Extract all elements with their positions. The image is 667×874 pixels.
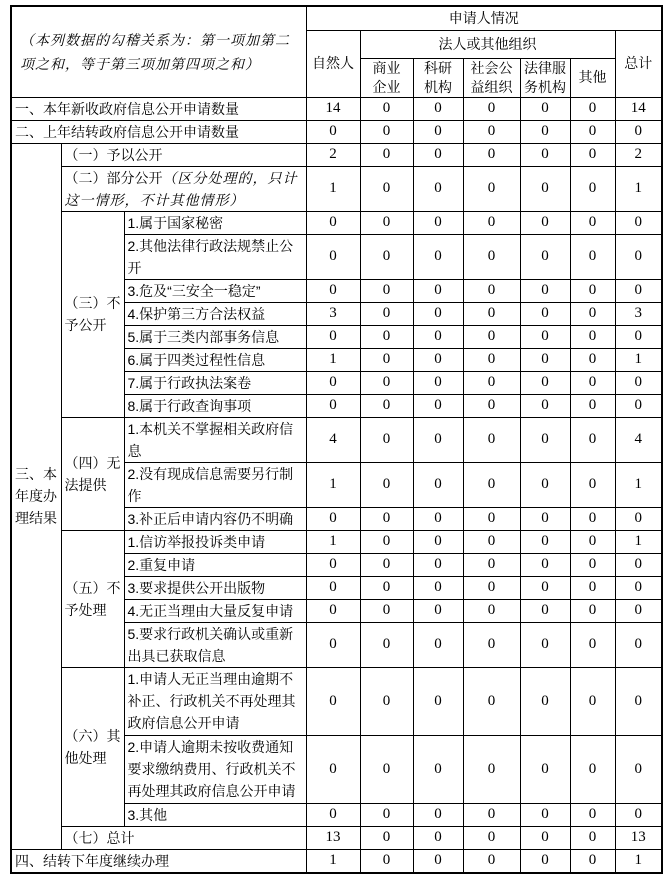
value-cell: 0 xyxy=(360,462,413,507)
item-label: 1.申请人无正当理由逾期不补正、行政机关不再处理其政府信息公开申请 xyxy=(124,667,306,735)
value-cell: 0 xyxy=(570,826,615,849)
value-cell: 0 xyxy=(615,667,662,735)
value-cell: 1 xyxy=(306,166,360,211)
value-cell: 0 xyxy=(615,553,662,576)
value-cell: 1 xyxy=(306,849,360,873)
value-cell: 0 xyxy=(520,576,570,599)
value-cell: 0 xyxy=(615,211,662,234)
table-row xyxy=(11,120,662,143)
value-cell: 0 xyxy=(360,348,413,371)
item-label: 3.其他 xyxy=(124,803,306,826)
item-label: 3.要求提供公开出版物 xyxy=(124,576,306,599)
group-label-granted: （一）予以公开 xyxy=(61,143,306,166)
value-cell: 1 xyxy=(306,530,360,553)
value-cell: 0 xyxy=(463,325,520,348)
header-legal-service-org: 法律服务机构 xyxy=(520,58,570,97)
value-cell: 0 xyxy=(306,553,360,576)
item-label: 2.没有现成信息需要另行制作 xyxy=(124,462,306,507)
value-cell: 0 xyxy=(520,120,570,143)
value-cell: 0 xyxy=(570,735,615,803)
disclosure-applications-table xyxy=(10,5,663,874)
value-cell: 0 xyxy=(570,599,615,622)
value-cell: 0 xyxy=(360,826,413,849)
item-label: 8.属于行政查询事项 xyxy=(124,394,306,417)
value-cell: 0 xyxy=(360,394,413,417)
value-cell: 0 xyxy=(615,735,662,803)
value-cell: 0 xyxy=(520,166,570,211)
value-cell: 0 xyxy=(306,279,360,302)
value-cell: 0 xyxy=(360,302,413,325)
value-cell: 0 xyxy=(413,826,463,849)
value-cell: 0 xyxy=(413,394,463,417)
value-cell: 0 xyxy=(360,803,413,826)
value-cell: 0 xyxy=(570,849,615,873)
value-cell: 0 xyxy=(463,166,520,211)
value-cell: 0 xyxy=(520,462,570,507)
value-cell: 0 xyxy=(520,325,570,348)
value-cell: 0 xyxy=(463,803,520,826)
value-cell: 0 xyxy=(360,417,413,462)
value-cell: 0 xyxy=(615,279,662,302)
value-cell: 0 xyxy=(463,826,520,849)
value-cell: 4 xyxy=(615,417,662,462)
value-cell: 0 xyxy=(463,143,520,166)
value-cell: 0 xyxy=(520,803,570,826)
value-cell: 0 xyxy=(413,530,463,553)
value-cell: 0 xyxy=(413,417,463,462)
value-cell: 0 xyxy=(615,576,662,599)
value-cell: 0 xyxy=(463,371,520,394)
value-cell: 0 xyxy=(360,667,413,735)
value-cell: 0 xyxy=(306,507,360,530)
header-row-1 xyxy=(11,6,662,30)
value-cell: 0 xyxy=(413,143,463,166)
header-total: 总计 xyxy=(615,30,662,97)
value-cell: 0 xyxy=(360,599,413,622)
value-cell: 3 xyxy=(615,302,662,325)
value-cell: 0 xyxy=(413,667,463,735)
value-cell: 0 xyxy=(570,553,615,576)
value-cell: 0 xyxy=(413,462,463,507)
value-cell: 0 xyxy=(463,462,520,507)
value-cell: 0 xyxy=(570,348,615,371)
value-cell: 0 xyxy=(360,97,413,120)
value-cell: 0 xyxy=(570,667,615,735)
value-cell: 0 xyxy=(413,735,463,803)
row-label-new-applications: 一、本年新收政府信息公开申请数量 xyxy=(11,97,306,120)
value-cell: 0 xyxy=(413,211,463,234)
value-cell: 0 xyxy=(520,371,570,394)
value-cell: 0 xyxy=(413,599,463,622)
value-cell: 0 xyxy=(520,143,570,166)
value-cell: 0 xyxy=(570,211,615,234)
value-cell: 0 xyxy=(463,530,520,553)
value-cell: 0 xyxy=(615,234,662,279)
value-cell: 0 xyxy=(306,667,360,735)
header-research-institution: 科研机构 xyxy=(413,58,463,97)
value-cell: 0 xyxy=(413,166,463,211)
value-cell: 1 xyxy=(615,166,662,211)
value-cell: 0 xyxy=(570,279,615,302)
item-label: 4.无正当理由大量反复申请 xyxy=(124,599,306,622)
value-cell: 0 xyxy=(360,279,413,302)
value-cell: 0 xyxy=(520,211,570,234)
value-cell: 0 xyxy=(570,371,615,394)
item-label: 1.属于国家秘密 xyxy=(124,211,306,234)
value-cell: 0 xyxy=(306,120,360,143)
value-cell: 0 xyxy=(360,325,413,348)
value-cell: 0 xyxy=(570,530,615,553)
value-cell: 0 xyxy=(463,211,520,234)
value-cell: 0 xyxy=(360,143,413,166)
value-cell: 0 xyxy=(413,302,463,325)
value-cell: 0 xyxy=(520,394,570,417)
value-cell: 0 xyxy=(520,97,570,120)
value-cell: 0 xyxy=(570,417,615,462)
value-cell: 0 xyxy=(463,576,520,599)
value-cell: 0 xyxy=(306,371,360,394)
value-cell: 0 xyxy=(306,599,360,622)
value-cell: 0 xyxy=(520,826,570,849)
value-cell: 0 xyxy=(360,234,413,279)
value-cell: 0 xyxy=(520,622,570,667)
value-cell: 0 xyxy=(306,622,360,667)
value-cell: 1 xyxy=(615,849,662,873)
value-cell: 0 xyxy=(520,348,570,371)
value-cell: 0 xyxy=(520,735,570,803)
value-cell: 0 xyxy=(306,234,360,279)
item-label: 4.保护第三方合法权益 xyxy=(124,302,306,325)
value-cell: 0 xyxy=(463,302,520,325)
item-label: 3.补正后申请内容仍不明确 xyxy=(124,507,306,530)
value-cell: 0 xyxy=(463,97,520,120)
table-row xyxy=(11,417,662,462)
header-natural-person: 自然人 xyxy=(306,30,360,97)
value-cell: 3 xyxy=(306,302,360,325)
value-cell: 0 xyxy=(520,667,570,735)
value-cell: 1 xyxy=(615,530,662,553)
value-cell: 0 xyxy=(570,120,615,143)
value-cell: 0 xyxy=(570,576,615,599)
group-label-unable-to-provide: （四）无法提供 xyxy=(61,417,124,530)
value-cell: 0 xyxy=(360,166,413,211)
value-cell: 0 xyxy=(360,530,413,553)
value-cell: 0 xyxy=(520,234,570,279)
value-cell: 0 xyxy=(520,507,570,530)
value-cell: 0 xyxy=(463,553,520,576)
reconciliation-note: （本列数据的勾稽关系为：第一项加第二项之和，等于第三项加第四项之和） xyxy=(11,6,306,97)
value-cell: 0 xyxy=(306,803,360,826)
header-applicant-status: 申请人情况 xyxy=(306,6,662,30)
item-label: 3.危及“三安全一稳定” xyxy=(124,279,306,302)
value-cell: 1 xyxy=(306,462,360,507)
table-row xyxy=(11,667,662,735)
value-cell: 0 xyxy=(413,553,463,576)
item-label: 5.属于三类内部事务信息 xyxy=(124,325,306,348)
value-cell: 0 xyxy=(570,507,615,530)
value-cell: 0 xyxy=(306,735,360,803)
value-cell: 0 xyxy=(360,622,413,667)
value-cell: 0 xyxy=(463,735,520,803)
item-label: 6.属于四类过程性信息 xyxy=(124,348,306,371)
value-cell: 0 xyxy=(520,849,570,873)
value-cell: 0 xyxy=(413,849,463,873)
table-row xyxy=(11,97,662,120)
value-cell: 0 xyxy=(570,166,615,211)
value-cell: 0 xyxy=(360,120,413,143)
value-cell: 0 xyxy=(520,599,570,622)
value-cell: 0 xyxy=(615,394,662,417)
value-cell: 0 xyxy=(520,279,570,302)
table-row xyxy=(11,211,662,234)
value-cell: 2 xyxy=(306,143,360,166)
value-cell: 0 xyxy=(463,849,520,873)
table-row xyxy=(11,530,662,553)
value-cell: 0 xyxy=(615,622,662,667)
value-cell: 0 xyxy=(615,371,662,394)
value-cell: 0 xyxy=(520,553,570,576)
value-cell: 0 xyxy=(463,507,520,530)
value-cell: 0 xyxy=(413,279,463,302)
value-cell: 0 xyxy=(413,622,463,667)
value-cell: 14 xyxy=(306,97,360,120)
value-cell: 0 xyxy=(413,325,463,348)
value-cell: 0 xyxy=(463,279,520,302)
value-cell: 0 xyxy=(615,325,662,348)
value-cell: 0 xyxy=(360,371,413,394)
value-cell: 0 xyxy=(615,507,662,530)
value-cell: 0 xyxy=(570,234,615,279)
value-cell: 1 xyxy=(615,348,662,371)
value-cell: 0 xyxy=(570,302,615,325)
item-label: 1.信访举报投诉类申请 xyxy=(124,530,306,553)
value-cell: 0 xyxy=(615,803,662,826)
item-label: 5.要求行政机关确认或重新出具已获取信息 xyxy=(124,622,306,667)
value-cell: 0 xyxy=(413,371,463,394)
value-cell: 0 xyxy=(360,849,413,873)
table-row xyxy=(11,826,662,849)
item-label: 1.本机关不掌握相关政府信息 xyxy=(124,417,306,462)
value-cell: 0 xyxy=(306,211,360,234)
header-commercial-enterprise: 商业企业 xyxy=(360,58,413,97)
value-cell: 2 xyxy=(615,143,662,166)
value-cell: 0 xyxy=(413,97,463,120)
value-cell: 0 xyxy=(413,507,463,530)
value-cell: 0 xyxy=(413,234,463,279)
value-cell: 4 xyxy=(306,417,360,462)
value-cell: 0 xyxy=(520,530,570,553)
value-cell: 0 xyxy=(570,97,615,120)
value-cell: 0 xyxy=(463,394,520,417)
value-cell: 13 xyxy=(615,826,662,849)
value-cell: 1 xyxy=(306,348,360,371)
value-cell: 0 xyxy=(360,507,413,530)
value-cell: 0 xyxy=(615,120,662,143)
value-cell: 0 xyxy=(306,394,360,417)
row-label-carryover-applications: 二、上年结转政府信息公开申请数量 xyxy=(11,120,306,143)
value-cell: 13 xyxy=(306,826,360,849)
table-row xyxy=(11,166,662,211)
value-cell: 0 xyxy=(463,417,520,462)
row-label-carryover-next-year: 四、结转下年度继续办理 xyxy=(11,849,306,873)
value-cell: 0 xyxy=(413,348,463,371)
value-cell: 0 xyxy=(463,667,520,735)
group-label-refused: （三）不予公开 xyxy=(61,211,124,417)
group-label-other-handling: （六）其他处理 xyxy=(61,667,124,826)
value-cell: 0 xyxy=(306,325,360,348)
value-cell: 0 xyxy=(520,302,570,325)
value-cell: 0 xyxy=(360,576,413,599)
value-cell: 0 xyxy=(570,394,615,417)
value-cell: 0 xyxy=(570,462,615,507)
value-cell: 0 xyxy=(413,803,463,826)
value-cell: 0 xyxy=(463,622,520,667)
table-row xyxy=(11,143,662,166)
value-cell: 0 xyxy=(463,348,520,371)
value-cell: 0 xyxy=(570,803,615,826)
value-cell: 0 xyxy=(463,120,520,143)
value-cell: 0 xyxy=(306,576,360,599)
item-label: 2.重复申请 xyxy=(124,553,306,576)
partial-disclosure-text: （二）部分公开 xyxy=(64,169,163,186)
group-label-not-processed: （五）不予处理 xyxy=(61,530,124,667)
header-legal-org: 法人或其他组织 xyxy=(360,30,615,58)
header-public-welfare-org: 社会公益组织 xyxy=(463,58,520,97)
value-cell: 0 xyxy=(570,325,615,348)
value-cell: 0 xyxy=(570,143,615,166)
value-cell: 14 xyxy=(615,97,662,120)
item-label: 2.其他法律行政法规禁止公开 xyxy=(124,234,306,279)
value-cell: 0 xyxy=(360,211,413,234)
value-cell: 1 xyxy=(615,462,662,507)
table-row xyxy=(11,849,662,873)
value-cell: 0 xyxy=(360,735,413,803)
value-cell: 0 xyxy=(463,599,520,622)
value-cell: 0 xyxy=(413,576,463,599)
value-cell: 0 xyxy=(463,234,520,279)
value-cell: 0 xyxy=(520,417,570,462)
header-other: 其他 xyxy=(570,58,615,97)
value-cell: 0 xyxy=(570,622,615,667)
group-label-partial-disclosure xyxy=(61,166,306,211)
item-label: 2.申请人逾期未按收费通知要求缴纳费用、行政机关不再处理其政府信息公开申请 xyxy=(124,735,306,803)
value-cell: 0 xyxy=(360,553,413,576)
item-label: 7.属于行政执法案卷 xyxy=(124,371,306,394)
value-cell: 0 xyxy=(413,120,463,143)
value-cell: 0 xyxy=(615,599,662,622)
section-label-annual-results: 三、本年度办理结果 xyxy=(11,143,61,849)
group-label-subtotal: （七）总计 xyxy=(61,826,306,849)
partial-disclosure-note: （区分处理的，只计这一情形，不计其他情形） xyxy=(64,169,298,208)
